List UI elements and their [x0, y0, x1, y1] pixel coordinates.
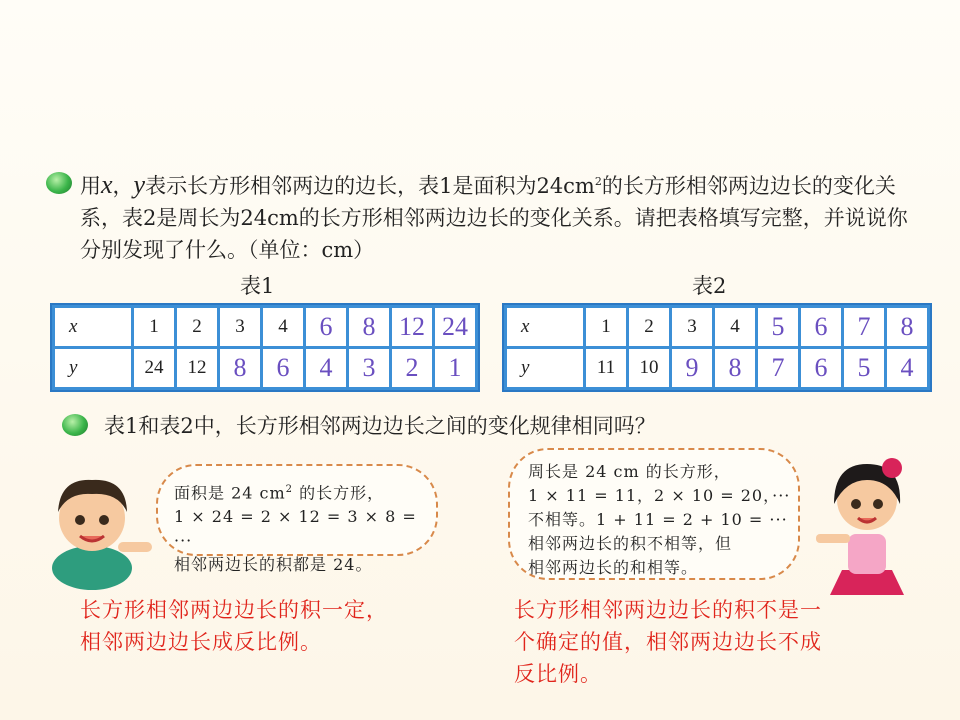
bubble-right-line-2: 1 × 11 = 11，2 × 10 = 20，···: [528, 486, 791, 505]
question-2: 表1和表2中，长方形相邻两边边长之间的变化规律相同吗？: [104, 414, 656, 438]
superscript-2: 2: [594, 175, 602, 188]
table-cell: 6: [801, 349, 841, 387]
problem-text: [80, 166, 920, 266]
table-cell: 6: [801, 308, 841, 346]
speech-bubble-right: [508, 448, 800, 580]
table-cell: 4: [715, 308, 755, 346]
table-cell: 12: [392, 308, 432, 346]
table-cell: 4: [306, 349, 346, 387]
table-cell: 7: [758, 349, 798, 387]
table-cell: 10: [629, 349, 669, 387]
table-cell: 2: [177, 308, 217, 346]
table-cell: 1: [435, 349, 475, 387]
table-cell: 1: [134, 308, 174, 346]
table-cell: 8: [887, 308, 927, 346]
row-header-x: x: [55, 308, 131, 346]
table-cell: 3: [220, 308, 260, 346]
table2-caption: 表2: [692, 274, 727, 298]
girl-illustration: [812, 450, 922, 600]
table-cell: 6: [263, 349, 303, 387]
answer-right-line-3: 反比例。: [514, 662, 602, 686]
table-cell: 5: [758, 308, 798, 346]
bullet-icon: [62, 414, 88, 436]
table-cell: 3: [349, 349, 389, 387]
answer-right-line-1: 长方形相邻两边边长的积不是一: [514, 598, 822, 622]
bubble-left-line-2: 1 × 24 = 2 × 12 = 3 × 8 = ···: [174, 507, 417, 551]
answer-left-line-2: 相邻两边边长成反比例。: [80, 630, 322, 654]
bubble-left-line-3: 相邻两边长的积都是 24。: [174, 555, 373, 575]
problem-text-2: 的长方形相邻两边边长的变化关系，表2是周长为24cm的长方形相邻两边边长的变化关系。请把表格填写完整，并说说你分别发现了什么。（单位：cm）: [80, 174, 908, 262]
bullet-icon: [46, 172, 72, 194]
row-header-y: y: [507, 349, 583, 387]
problem-text-1: 表示长方形相邻两边的边长，表1是面积为24cm: [145, 174, 595, 198]
answer-right-line-2: 个确定的值，相邻两边边长不成: [514, 630, 822, 654]
table-cell: 2: [629, 308, 669, 346]
answer-left: [80, 594, 388, 658]
comma: ，: [112, 174, 134, 198]
boy-illustration: [30, 470, 160, 590]
table-cell: 11: [586, 349, 626, 387]
table-cell: 8: [220, 349, 260, 387]
table-row-x: [55, 308, 475, 346]
table-cell: 24: [134, 349, 174, 387]
bubble-right-line-4: 相邻两边长的积不相等，但: [528, 534, 733, 553]
row-header-x: x: [507, 308, 583, 346]
bubble-right-line-3: 不相等。1 + 11 = 2 + 10 = ···: [528, 510, 788, 529]
table-cell: 8: [715, 349, 755, 387]
answer-left-line-1: 长方形相邻两边边长的积一定，: [80, 598, 388, 622]
speech-bubble-left: [156, 464, 438, 575]
table-cell: 8: [349, 308, 389, 346]
table-cell: 24: [435, 308, 475, 346]
bubble-left-line-1: 面积是 24 $cm^2$ 的长方形，: [174, 483, 385, 503]
problem-prefix: 用: [80, 174, 101, 198]
table-cell: 1: [586, 308, 626, 346]
var-x: x: [101, 170, 113, 199]
table-cell: 3: [672, 308, 712, 346]
table-cell: 6: [306, 308, 346, 346]
table-cell: 2: [392, 349, 432, 387]
answer-right: [514, 594, 822, 690]
row-header-y: y: [55, 349, 131, 387]
var-y: y: [133, 170, 146, 199]
table-cell: 4: [263, 308, 303, 346]
table1-caption: 表1: [240, 274, 275, 298]
table-cell: 5: [844, 349, 884, 387]
table-cell: 9: [672, 349, 712, 387]
table-cell: 12: [177, 349, 217, 387]
table-cell: 7: [844, 308, 884, 346]
table1: [50, 303, 480, 392]
bubble-right-line-5: 相邻两边长的和相等。: [528, 558, 699, 577]
table-cell: 4: [887, 349, 927, 387]
bubble-right-line-1: 周长是 24 cm 的长方形，: [528, 462, 731, 481]
table-row-x: [507, 308, 927, 346]
table2: [502, 303, 932, 392]
table-row-y: [55, 349, 475, 387]
table-row-y: [507, 349, 927, 387]
